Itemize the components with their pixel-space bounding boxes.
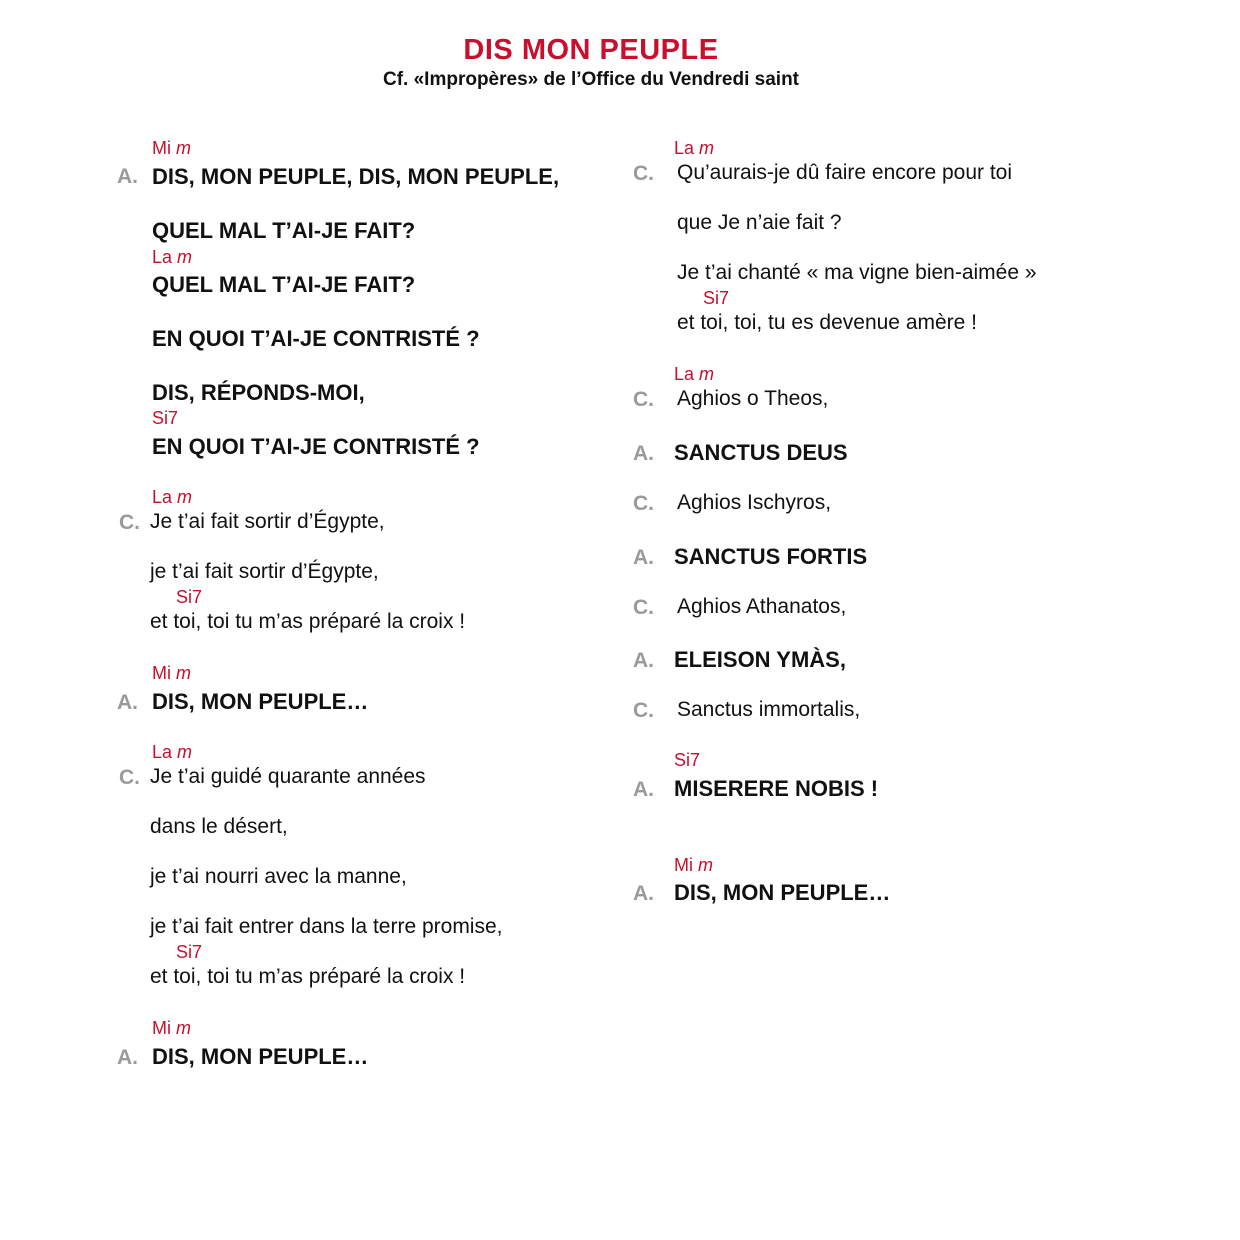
marker-cantor: C. bbox=[119, 766, 140, 789]
verse-line: Qu’aurais-je dû faire encore pour toi bbox=[677, 161, 1013, 184]
chord-si7: Si7 bbox=[152, 408, 179, 428]
verse-line: et toi, toi tu m’as préparé la croix ! bbox=[150, 965, 466, 988]
trisagion-cantor-line: Sanctus immortalis, bbox=[677, 698, 861, 721]
song-subtitle: Cf. «Impropères» de l’Office du Vendredi saint bbox=[383, 69, 799, 90]
refrain-short: DIS, MON PEUPLE… bbox=[152, 1044, 369, 1069]
refrain-line: DIS, RÉPONDS-MOI, bbox=[152, 380, 365, 405]
chord-si7: Si7 bbox=[176, 942, 203, 962]
marker-assembly: A. bbox=[633, 442, 654, 465]
chord-la-minor: La m bbox=[152, 247, 193, 267]
chord-la-minor: La m bbox=[674, 138, 715, 158]
marker-assembly: A. bbox=[633, 649, 654, 672]
chord-si7: Si7 bbox=[703, 288, 730, 308]
verse-line: Je t’ai fait sortir d’Égypte, bbox=[150, 510, 385, 533]
chord-la-minor: La m bbox=[152, 487, 193, 507]
trisagion-cantor-line: Aghios o Theos, bbox=[677, 387, 829, 410]
chord-la-minor: La m bbox=[674, 364, 715, 384]
verse-line: Je t’ai guidé quarante années bbox=[150, 765, 426, 788]
refrain-line: EN QUOI T’AI-JE CONTRISTÉ ? bbox=[152, 326, 480, 351]
marker-assembly: A. bbox=[117, 691, 138, 714]
chord-mi-minor: Mi m bbox=[152, 1018, 191, 1038]
verse-line: Je t’ai chanté « ma vigne bien-aimée » bbox=[677, 261, 1037, 284]
refrain-line: EN QUOI T’AI-JE CONTRISTÉ ? bbox=[152, 434, 480, 459]
refrain-short: DIS, MON PEUPLE… bbox=[152, 689, 369, 714]
marker-assembly: A. bbox=[633, 778, 654, 801]
verse-line: dans le désert, bbox=[150, 815, 288, 838]
marker-cantor: C. bbox=[633, 492, 654, 515]
marker-cantor: C. bbox=[633, 388, 654, 411]
chord-si7: Si7 bbox=[176, 587, 203, 607]
trisagion-assembly-line: MISERERE NOBIS ! bbox=[674, 776, 879, 801]
marker-assembly: A. bbox=[633, 882, 654, 905]
marker-assembly: A. bbox=[633, 546, 654, 569]
refrain-line: QUEL MAL T’AI-JE FAIT? bbox=[152, 218, 416, 243]
verse-line: et toi, toi, tu es devenue amère ! bbox=[677, 311, 978, 334]
chord-mi-minor: Mi m bbox=[152, 663, 191, 683]
trisagion-cantor-line: Aghios Athanatos, bbox=[677, 595, 847, 618]
song-title: DIS MON PEUPLE bbox=[463, 34, 719, 66]
marker-cantor: C. bbox=[633, 596, 654, 619]
refrain-short: DIS, MON PEUPLE… bbox=[674, 880, 891, 905]
marker-cantor: C. bbox=[119, 511, 140, 534]
marker-assembly: A. bbox=[117, 1046, 138, 1069]
trisagion-assembly-line: SANCTUS FORTIS bbox=[674, 544, 868, 569]
verse-line: je t’ai fait entrer dans la terre promise, bbox=[150, 915, 503, 938]
verse-line: et toi, toi tu m’as préparé la croix ! bbox=[150, 610, 466, 633]
chord-mi-minor: Mi m bbox=[674, 855, 713, 875]
trisagion-cantor-line: Aghios Ischyros, bbox=[677, 491, 832, 514]
marker-assembly: A. bbox=[117, 165, 138, 188]
chord-la-minor: La m bbox=[152, 742, 193, 762]
verse-line: je t’ai nourri avec la manne, bbox=[150, 865, 407, 888]
trisagion-assembly-line: SANCTUS DEUS bbox=[674, 440, 848, 465]
refrain-line: DIS, MON PEUPLE, DIS, MON PEUPLE, bbox=[152, 164, 560, 189]
verse-line: que Je n’aie fait ? bbox=[677, 211, 842, 234]
chord-si7: Si7 bbox=[674, 750, 701, 770]
trisagion-assembly-line: ELEISON YMÀS, bbox=[674, 647, 846, 672]
refrain-line: QUEL MAL T’AI-JE FAIT? bbox=[152, 272, 416, 297]
verse-line: je t’ai fait sortir d’Égypte, bbox=[150, 560, 379, 583]
marker-cantor: C. bbox=[633, 162, 654, 185]
marker-cantor: C. bbox=[633, 699, 654, 722]
chord-mi-minor: Mi m bbox=[152, 138, 191, 158]
